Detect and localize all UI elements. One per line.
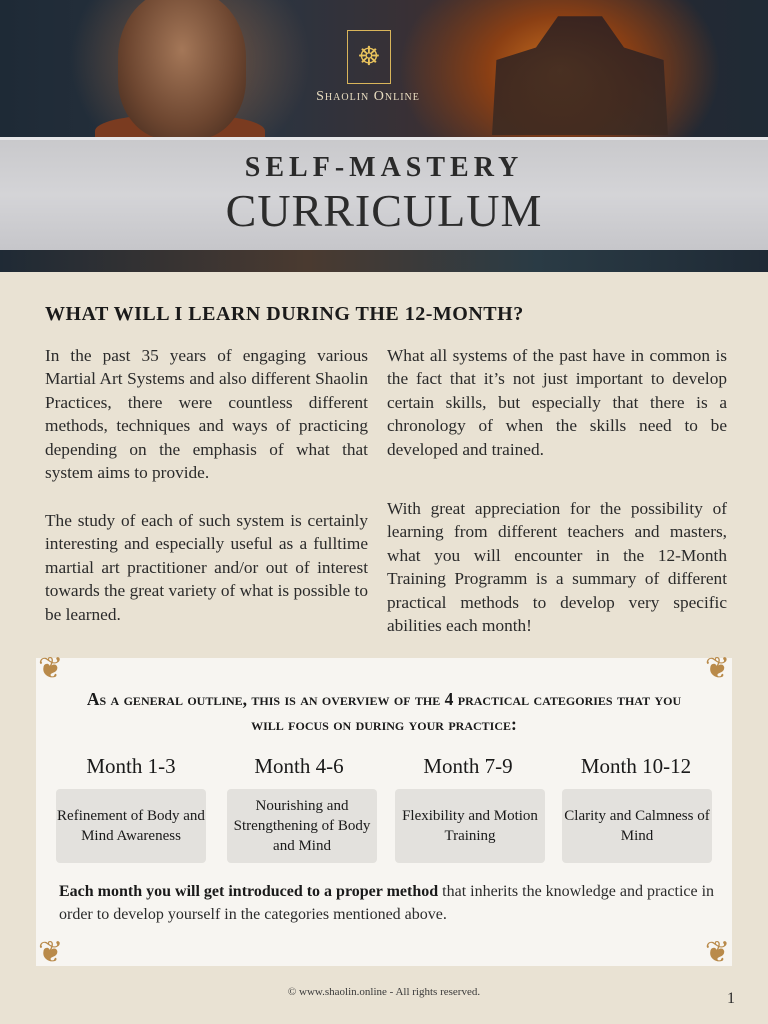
ornament-top-right-icon: ❦: [704, 651, 730, 686]
outline-box: [36, 651, 732, 970]
category-card: Clarity and Calmness of Mind: [562, 789, 712, 863]
page-supertitle: SELF-MASTERY: [244, 152, 524, 183]
month-label: Month 7-9: [423, 754, 513, 778]
header-banner: [0, 0, 768, 272]
category-card: Flexibility and Motion Training: [395, 789, 545, 863]
banner-strip: [0, 250, 768, 272]
page-title: CURRICULUM: [225, 185, 543, 236]
section-heading: WHAT WILL I LEARN DURING THE 12-MONTH?: [45, 303, 524, 325]
monk-portrait: [118, 0, 246, 140]
month-label: Month 1-3: [86, 754, 176, 778]
copyright: © www.shaolin.online - All rights reserved.: [287, 986, 481, 998]
month-label: Month 10-12: [580, 754, 692, 778]
ornament-bottom-left-icon: ❦: [38, 935, 64, 970]
ornament-bottom-right-icon: ❦: [704, 935, 730, 970]
col2-paragraph-1: What all systems of the past have in common is the fact that it’s not just important to develop certain skills, but especially that there is a chronology of when the skills need to be developed and trained.: [387, 346, 727, 459]
outline-note: Each month you will get introduced to a proper method that inherits the knowledge and practice in order to develop yourself in the categories mentioned above.: [59, 883, 715, 923]
category-card: Refinement of Body and Mind Awareness: [56, 789, 206, 863]
shaolin-logo-icon: ☸: [347, 30, 391, 84]
col1-paragraph-1: In the past 35 years of engaging various Martial Art Systems and also different Shaolin Practices, there were countless different methods, techniques and ways of practicing depending on the emphasis of what that system aims to provide.: [45, 346, 368, 483]
outline-title: As a general outline, this is an overview of the 4 practical categories that you will focus on during your practice:: [86, 689, 682, 734]
col1-paragraph-2: The study of each of such system is certainly interesting and especially useful as a fulltime martial art practitioner and/or out of interest towards the great variety of what is possible to be learned.: [45, 511, 368, 624]
col2-paragraph-2: With great appreciation for the possibility of learning from different teachers and masters, what you will encounter in the 12-Month Training Programm is a summary of different practical methods to develop very specific abilities each month!: [387, 499, 727, 636]
category-card: Nourishing and Strengthening of Body and Mind: [227, 789, 377, 863]
page-number: 1: [727, 990, 735, 1007]
month-label: Month 4-6: [254, 754, 344, 778]
title-band: [0, 137, 768, 253]
temple-silhouette: [470, 10, 690, 135]
brand-name: Shaolin Online: [316, 89, 420, 104]
ornament-top-left-icon: ❦: [38, 651, 64, 686]
